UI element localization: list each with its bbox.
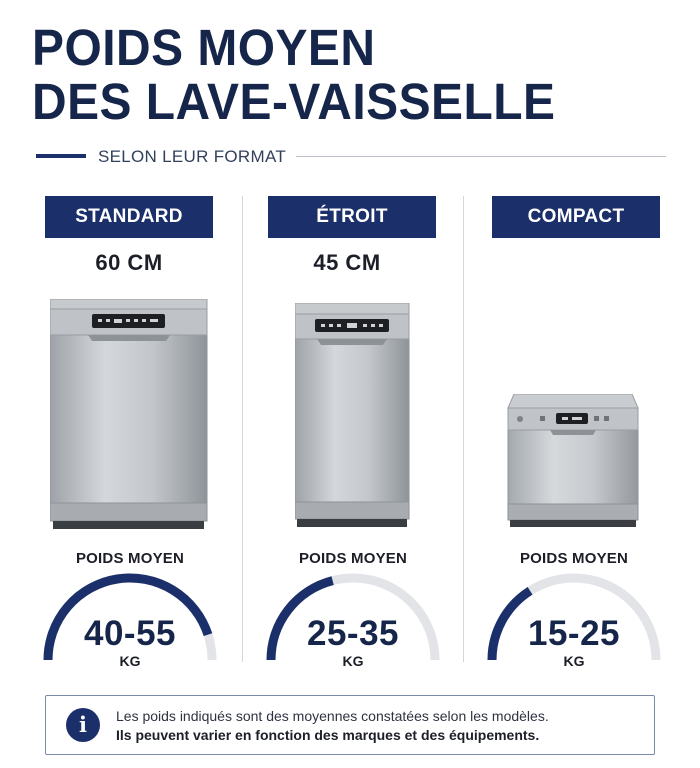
format-card-compact <box>492 196 700 669</box>
weight-caption: POIDS MOYEN <box>298 550 408 567</box>
info-note <box>45 695 655 755</box>
weight-unit: KG <box>342 653 364 669</box>
format-card-standard <box>45 196 267 669</box>
weight-unit: KG <box>119 653 141 669</box>
weight-range-value: 40-55 <box>83 614 177 653</box>
subtitle: SELON LEUR FORMAT <box>98 147 287 166</box>
note-line-2: Ils peuvent varier en fonction des marques et des équipements. <box>116 727 540 743</box>
width-label: 45 CM <box>313 250 381 275</box>
weight-range-value: 25-35 <box>306 614 400 653</box>
subtitle-accent-bar <box>36 154 86 158</box>
info-icon: i <box>66 708 100 742</box>
format-tag-etroit: ÉTROIT <box>268 196 436 238</box>
weight-caption: POIDS MOYEN <box>75 550 185 567</box>
format-tag-compact: COMPACT <box>492 196 660 238</box>
note-line-1: Les poids indiqués sont des moyennes constatées selon les modèles. <box>116 708 549 724</box>
dishwasher-compact-image <box>506 394 642 530</box>
dishwasher-narrow-image <box>295 303 413 529</box>
weight-caption: POIDS MOYEN <box>519 550 629 567</box>
page-title-line-2: DES LAVE-VAISSELLE <box>32 73 556 130</box>
page-title-line-1: POIDS MOYEN <box>32 19 376 76</box>
format-card-etroit <box>268 196 490 669</box>
width-label: 60 CM <box>95 250 163 275</box>
format-tag-standard: STANDARD <box>45 196 213 238</box>
dishwasher-standard-image <box>50 299 212 531</box>
weight-range-value: 15-25 <box>527 614 621 653</box>
subtitle-rule <box>296 156 666 157</box>
weight-unit: KG <box>563 653 585 669</box>
